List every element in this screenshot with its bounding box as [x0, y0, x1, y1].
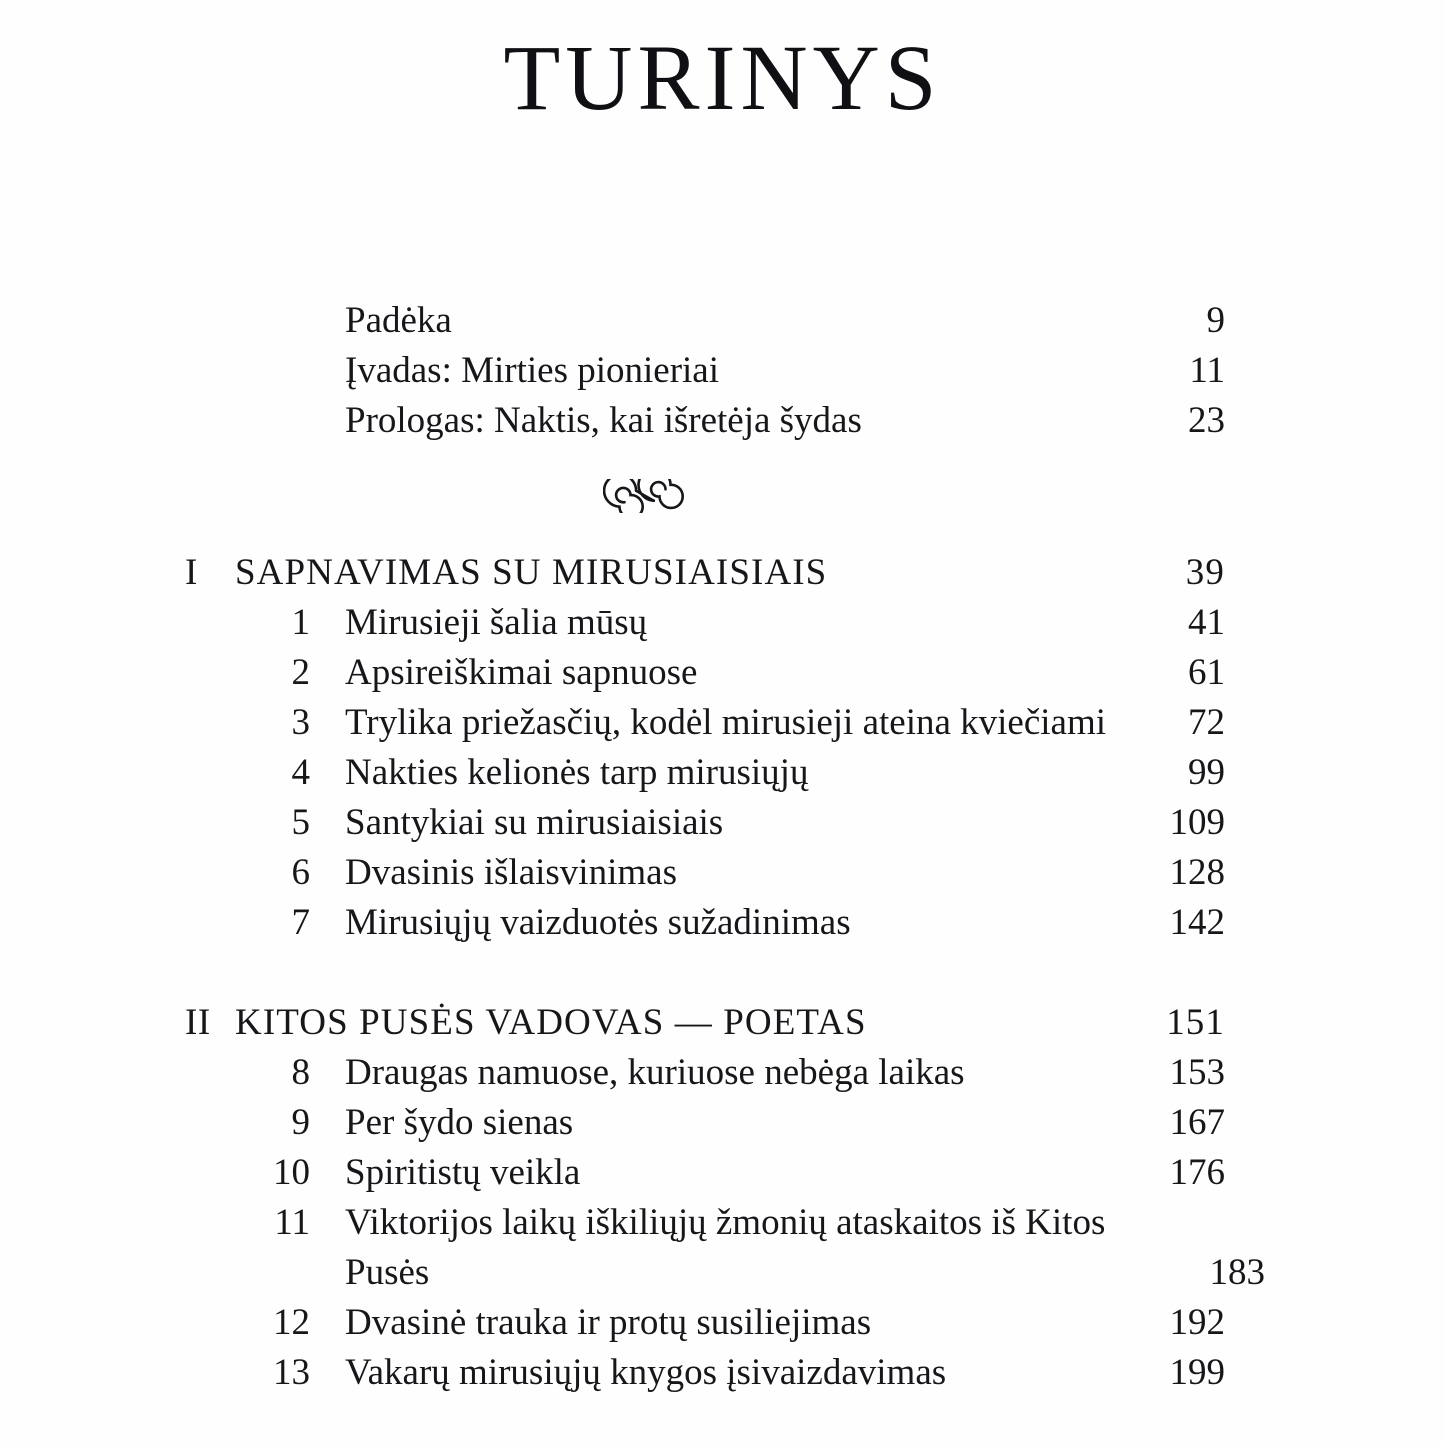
toc-part-heading-2[interactable]: [185, 998, 1225, 1048]
chapter-number: 11: [274, 1202, 310, 1243]
entry-page-number: 9: [1206, 300, 1225, 341]
toc-entry-chapter[interactable]: [185, 1048, 1225, 1098]
chapter-number: 7: [291, 902, 310, 943]
chapter-title: Dvasinis išlaisvinimas: [345, 852, 677, 893]
entry-title: Įvadas: Mirties pionieriai: [345, 350, 720, 391]
chapter-title: Draugas namuose, kuriuose nebėga laikas: [345, 1052, 965, 1093]
chapter-page-number: 41: [1188, 602, 1225, 643]
chapter-title-line-1: Viktorijos laikų iškiliųjų žmonių ataskaitos iš Kitos: [345, 1202, 1106, 1243]
chapter-title: Per šydo sienas: [345, 1102, 574, 1143]
chapter-title: Trylika priežasčių, kodėl mirusieji ateina kviečiami: [345, 702, 1107, 743]
chapter-title: Santykiai su mirusiaisiais: [345, 802, 724, 843]
chapter-page-number: 192: [1169, 1302, 1225, 1343]
toc-entry-chapter[interactable]: [185, 698, 1225, 748]
chapter-number: 12: [273, 1302, 310, 1343]
toc-entry-chapter[interactable]: [185, 1198, 1265, 1298]
toc-entry-chapter[interactable]: [185, 748, 1225, 798]
chapter-title: Mirusieji šalia mūsų: [345, 602, 648, 643]
toc-entry-chapter[interactable]: [185, 798, 1225, 848]
section-divider: [125, 474, 1165, 518]
chapter-page-number: 153: [1169, 1052, 1225, 1093]
chapter-title-line-2: Pusės: [345, 1252, 430, 1293]
chapter-number: 3: [291, 702, 310, 743]
double-spiral-ornament-icon: [603, 479, 687, 513]
spacer: [185, 948, 1225, 998]
chapter-title: Spiritistų veikla: [345, 1152, 581, 1193]
chapter-title: Nakties kelionės tarp mirusiųjų: [345, 752, 809, 793]
toc-part-heading-1[interactable]: [185, 548, 1225, 598]
entry-title: Padėka: [345, 300, 452, 341]
toc-entry-front-matter[interactable]: [185, 346, 1225, 396]
spacer: [185, 518, 1225, 548]
toc-entry-list: [185, 296, 1265, 1398]
chapter-number: 2: [291, 652, 310, 693]
entry-page-number: 23: [1188, 400, 1225, 441]
chapter-page-number: 61: [1188, 652, 1225, 693]
part-page-number: 151: [1166, 1002, 1225, 1043]
part-page-number: 39: [1185, 552, 1225, 593]
part-numeral: II: [185, 1002, 211, 1043]
toc-entry-chapter[interactable]: [185, 898, 1225, 948]
toc-entry-chapter[interactable]: [185, 848, 1225, 898]
chapter-title: Dvasinė trauka ir protų susiliejimas: [345, 1302, 872, 1343]
chapter-title: Vakarų mirusiųjų knygos įsivaizdavimas: [345, 1352, 947, 1393]
entry-page-number: 11: [1189, 350, 1225, 391]
toc-entry-front-matter[interactable]: [185, 296, 1225, 346]
chapter-number: 9: [291, 1102, 310, 1143]
chapter-title: Apsireiškimai sapnuose: [345, 652, 698, 693]
toc-entry-chapter[interactable]: [185, 1348, 1225, 1398]
spacer: [185, 446, 1225, 474]
chapter-page-number: 99: [1188, 752, 1225, 793]
chapter-number: 8: [291, 1052, 310, 1093]
toc-entry-chapter[interactable]: [185, 598, 1225, 648]
toc-entry-chapter[interactable]: [185, 1148, 1225, 1198]
chapter-page-number: 72: [1188, 702, 1225, 743]
chapter-title: [310, 1198, 1165, 1298]
page-title: TURINYS: [503, 27, 942, 130]
toc-entry-chapter[interactable]: [185, 1298, 1225, 1348]
chapter-number: 5: [291, 802, 310, 843]
part-title: KITOS PUSĖS VADOVAS — POETAS: [235, 1002, 867, 1043]
chapter-page-number: 199: [1169, 1352, 1225, 1393]
entry-title: Prologas: Naktis, kai išretėja šydas: [345, 400, 862, 441]
chapter-page-number: 183: [1209, 1252, 1265, 1293]
toc-entry-front-matter[interactable]: [185, 396, 1225, 446]
chapter-number: 6: [291, 852, 310, 893]
chapter-title: Mirusiųjų vaizduotės sužadinimas: [345, 902, 851, 943]
chapter-number: 1: [291, 602, 310, 643]
chapter-page-number: 109: [1169, 802, 1225, 843]
part-title: SAPNAVIMAS SU MIRUSIAISIAIS: [235, 552, 828, 593]
chapter-page-number: 167: [1169, 1102, 1225, 1143]
chapter-number: 4: [291, 752, 310, 793]
chapter-page-number: 128: [1169, 852, 1225, 893]
part-numeral: I: [185, 552, 198, 593]
chapter-number: 13: [273, 1352, 310, 1393]
chapter-number: 10: [273, 1152, 310, 1193]
toc-entry-chapter[interactable]: [185, 648, 1225, 698]
toc-entry-chapter[interactable]: [185, 1098, 1225, 1148]
chapter-page-number: 142: [1169, 902, 1225, 943]
chapter-page-number: 176: [1169, 1152, 1225, 1193]
